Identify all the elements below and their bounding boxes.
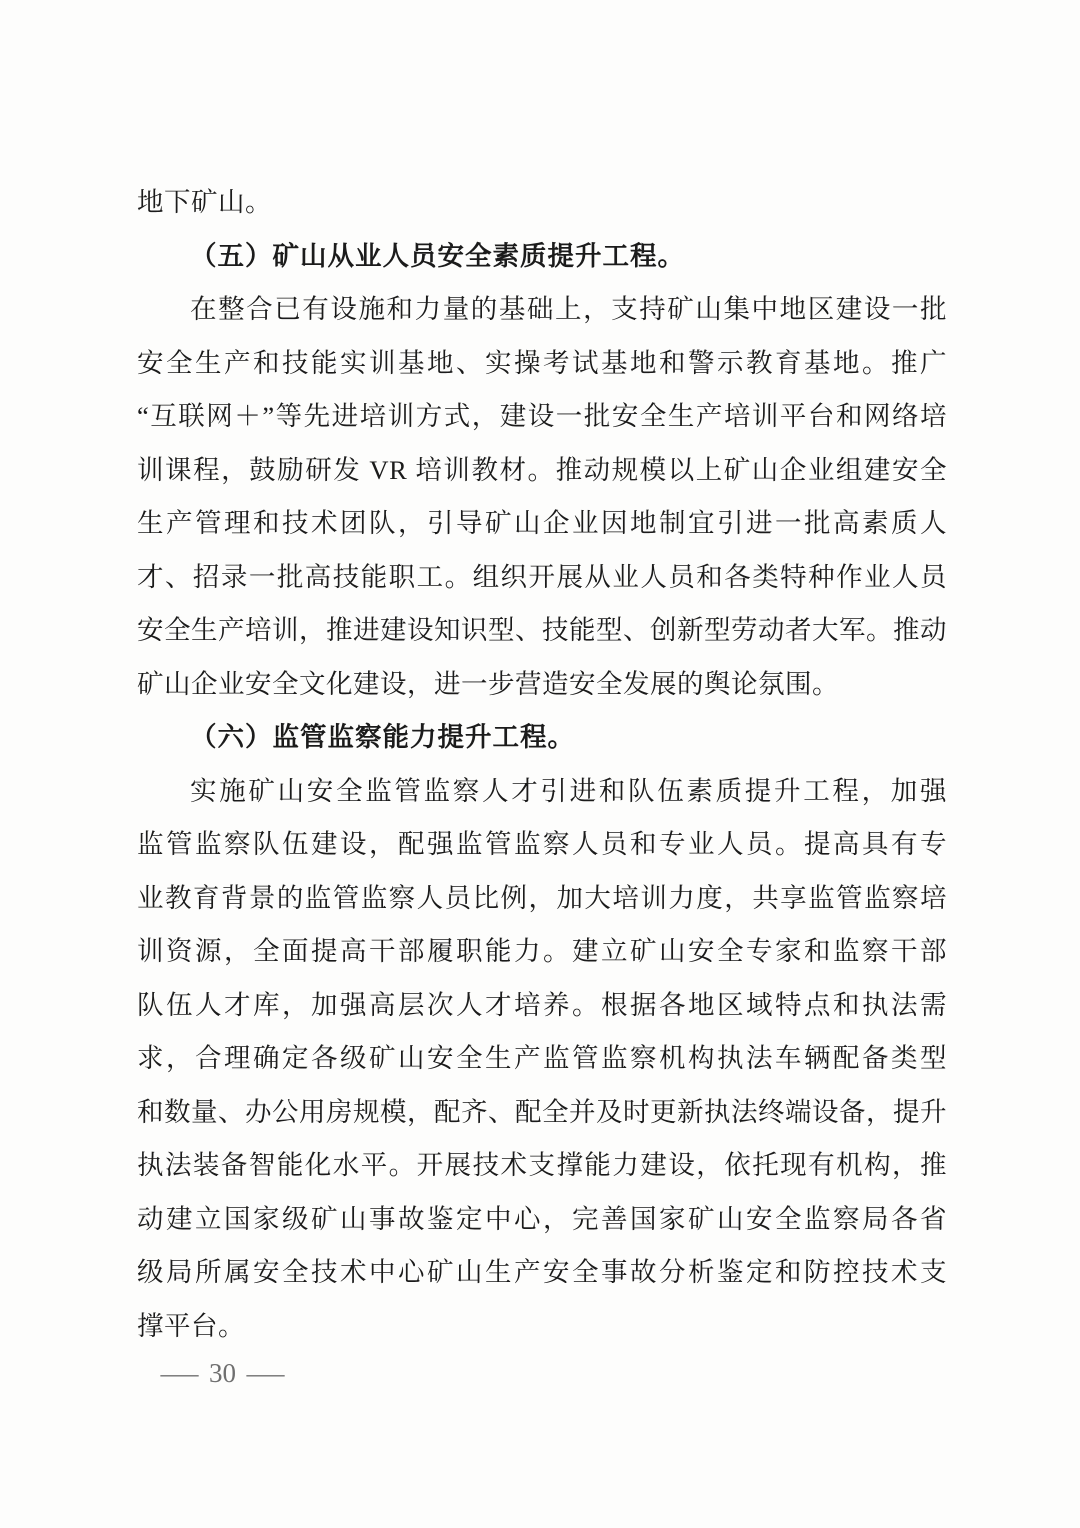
text-line: 动建立国家级矿山事故鉴定中心，完善国家矿山安全监察局各省 bbox=[137, 1203, 947, 1234]
text-line: 地下矿山。 bbox=[137, 187, 272, 217]
text-line: 和数量、办公用房规模，配齐、配全并及时更新执法终端设备，提升 bbox=[137, 1096, 947, 1127]
section-heading-6: （六）监管监察能力提升工程。 bbox=[190, 722, 575, 752]
page-number-value: 30 bbox=[209, 1357, 236, 1388]
text-line: 训课程，鼓励研发 VR 培训教材。推动规模以上矿山企业组建安全 bbox=[137, 454, 947, 485]
page-number-right-dash: — bbox=[246, 1357, 285, 1388]
text-line: 训资源，全面提高干部履职能力。建立矿山安全专家和监察干部 bbox=[137, 936, 947, 966]
text-line: 求，合理确定各级矿山安全生产监管监察机构执法车辆配备类型 bbox=[137, 1043, 947, 1073]
text-line: 队伍人才库，加强高层次人才培养。根据各地区域特点和执法需 bbox=[137, 989, 947, 1020]
text-line: 安全生产培训，推进建设知识型、技能型、创新型劳动者大军。推动 bbox=[137, 615, 947, 645]
text-line: 级局所属安全技术中心矿山生产安全事故分析鉴定和防控技术支 bbox=[137, 1257, 947, 1287]
text-line: “互联网＋”等先进培训方式，建设一批安全生产培训平台和网络培 bbox=[137, 401, 947, 431]
text-line: 生产管理和技术团队，引导矿山企业因地制宜引进一批高素质人 bbox=[137, 508, 947, 538]
text-line: 执法装备智能化水平。开展技术支撑能力建设，依托现有机构，推 bbox=[137, 1150, 947, 1180]
text-line: 安全生产和技能实训基地、实操考试基地和警示教育基地。推广 bbox=[137, 347, 947, 378]
text-line: 矿山企业安全文化建设，进一步营造安全发展的舆论氛围。 bbox=[137, 668, 839, 699]
page-number-left-dash: — bbox=[160, 1357, 199, 1388]
text-line: 在整合已有设施和力量的基础上，支持矿山集中地区建设一批 bbox=[190, 294, 947, 324]
section-heading-5: （五）矿山从业人员安全素质提升工程。 bbox=[190, 240, 685, 271]
text-line: 监管监察队伍建设，配强监管监察人员和专业人员。提高具有专 bbox=[137, 829, 947, 859]
text-line: 撑平台。 bbox=[137, 1310, 245, 1341]
document-body bbox=[137, 176, 947, 1353]
text-line: 才、招录一批高技能职工。组织开展从业人员和各类特种作业人员 bbox=[137, 561, 947, 592]
text-line: 实施矿山安全监管监察人才引进和队伍素质提升工程，加强 bbox=[190, 775, 947, 806]
page-number bbox=[160, 1351, 285, 1395]
text-line: 业教育背景的监管监察人员比例，加大培训力度，共享监管监察培 bbox=[137, 882, 947, 913]
